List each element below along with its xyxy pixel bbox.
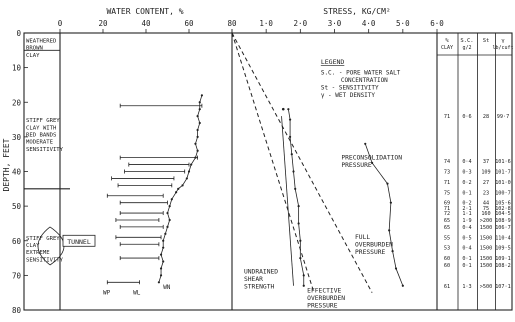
soil-label: SENSITIVITY <box>26 257 64 264</box>
table-cell: 109·5 <box>495 245 511 252</box>
soil-label: BROWN <box>26 45 43 52</box>
table-cell: 72 <box>443 211 451 218</box>
table-cell: 27 <box>482 179 490 186</box>
depth-tick-label: 70 <box>11 271 21 281</box>
water-content-tick-label: 60 <box>184 19 194 28</box>
stress-series-point <box>388 229 390 231</box>
table-header-unit: lb/cuft <box>492 45 514 51</box>
stress-series-point <box>289 118 291 120</box>
table-cell: 0·6 <box>462 114 472 121</box>
stress-ticks <box>232 19 444 33</box>
stress-tick-label: 6·0 <box>430 19 444 28</box>
soil-label: STIFF GREY <box>26 235 60 242</box>
soil-label: RED BANDS <box>26 132 57 139</box>
natural-water-content-point <box>194 143 196 145</box>
water-content-title: WATER CONTENT, % <box>106 7 184 16</box>
stress-series-point <box>390 202 392 204</box>
table-cell: 1500 <box>479 224 493 231</box>
depth-tick-label: 80 <box>11 306 21 315</box>
stress-series-point <box>386 183 388 185</box>
table-cell: 110·4 <box>495 235 511 242</box>
table-cell: >200 <box>479 217 493 224</box>
water-content-ticks <box>58 19 237 33</box>
full-overburden-label: FULL <box>355 234 371 242</box>
stress-title: STRESS, KG/CM² <box>323 7 391 16</box>
soil-label: SENSITIVITY <box>26 146 64 153</box>
legend-entry: γ - WET DENSITY <box>320 92 376 100</box>
undrained-shear-label: SHEAR <box>243 276 263 284</box>
table-header-unit: g/2 <box>462 45 472 51</box>
table-cell: 74 <box>443 159 451 166</box>
natural-water-content-point <box>190 163 192 165</box>
natural-water-content-point <box>188 170 190 172</box>
natural-water-content-point <box>158 281 160 283</box>
stress-series-point <box>303 285 305 287</box>
table-cell: 71 <box>443 179 451 186</box>
table-cell: 1500 <box>479 262 493 269</box>
stress-tick-label: 2·0 <box>293 19 308 28</box>
table-cell: 106·7 <box>495 224 511 231</box>
depth-ticks <box>12 29 28 315</box>
table-cell: 53 <box>443 245 451 252</box>
table-cell: 0·4 <box>462 159 472 166</box>
natural-water-content-point <box>197 115 199 117</box>
table-cell: 0·3 <box>462 169 472 176</box>
natural-water-content-point <box>166 212 168 214</box>
stress-series-point <box>364 143 366 145</box>
table-header: St <box>482 38 490 44</box>
water-content-tick-label: 20 <box>98 19 108 28</box>
stress-tick-label: 5·0 <box>396 19 410 28</box>
soil-label: MODERATE <box>26 139 53 146</box>
table-header: % <box>445 38 449 44</box>
natural-water-content-point <box>171 198 173 200</box>
undrained-shear-label: STRENGTH <box>243 283 275 291</box>
soil-label: CLAY WITH <box>26 125 57 132</box>
natural-water-content-point <box>160 267 162 269</box>
stress-series-point <box>291 153 293 155</box>
table-cell: 44 <box>482 200 490 207</box>
soil-label: STIFF GREY <box>26 118 60 125</box>
stress-series-point <box>292 170 294 172</box>
stress-series-point <box>299 257 301 259</box>
table-cell: 37 <box>482 159 490 166</box>
table-cell: 107·1 <box>495 283 511 290</box>
depth-tick-label: 0 <box>16 29 21 38</box>
natural-water-content-point <box>169 205 171 207</box>
table-cell: >500 <box>479 283 493 290</box>
stress-tick-label: 4·0 <box>361 19 376 28</box>
water-content-tick-label: 0 <box>57 19 63 28</box>
stress-tick-label: 3·0 <box>327 19 342 28</box>
stress-series-point <box>289 136 291 138</box>
water-content-tick-label: 80 <box>227 19 237 28</box>
depth-tick-label: 10 <box>11 63 21 73</box>
table-cell: 105·6 <box>495 200 511 207</box>
table-cell: 1·1 <box>462 211 472 218</box>
table-cell: 1500 <box>479 235 493 242</box>
table-cell: 55 <box>443 235 451 242</box>
table-cell: 65 <box>443 217 451 224</box>
natural-water-content-point <box>169 219 171 221</box>
stress-series-point <box>294 188 296 190</box>
table-cell: 108·2 <box>495 262 511 269</box>
table-cell: 23 <box>482 190 490 197</box>
full-overburden-label: PRESSURE <box>355 249 386 257</box>
effective-overburden-label: OVERBURDEN <box>307 295 346 303</box>
depth-tick-label: 20 <box>11 98 21 108</box>
natural-water-content-point <box>177 188 179 190</box>
table-cell: 2·1 <box>462 205 472 212</box>
natural-water-content-point <box>201 94 203 96</box>
table-cell: 109 <box>481 169 491 176</box>
stress-series-point <box>287 108 289 110</box>
natural-water-content-point <box>162 247 164 249</box>
stress-series-point <box>298 205 300 207</box>
depth-tick-label: 60 <box>11 236 21 246</box>
stress-tick-label: 1·0 <box>259 19 273 28</box>
shear-strength-band <box>282 116 294 286</box>
stress-series-point <box>303 274 305 276</box>
table-cell: 0·4 <box>462 245 472 252</box>
natural-water-content-point <box>199 108 201 110</box>
table-cell: 28 <box>482 114 490 121</box>
natural-water-content-point <box>186 177 188 179</box>
water-content-tick-label: 40 <box>141 19 151 28</box>
table-cell: 69 <box>443 200 451 207</box>
natural-water-content-point <box>160 274 162 276</box>
natural-water-content-point <box>199 122 201 124</box>
water-content-plot <box>103 94 203 296</box>
table-cell: 75 <box>443 190 451 197</box>
legend <box>321 58 401 99</box>
legend-entry: CONCENTRATION <box>340 77 388 85</box>
natural-water-content-point <box>197 150 199 152</box>
natural-water-content-point <box>160 254 162 256</box>
table-cell: 0·5 <box>462 235 472 242</box>
wn-annotation: WN <box>163 284 171 292</box>
natural-water-content-point <box>197 129 199 131</box>
table-header: γ <box>501 38 505 44</box>
soil-label: WEATHERED <box>26 38 57 45</box>
depth-tick-label: 40 <box>11 167 21 177</box>
tunnel-label: TUNNEL <box>67 237 91 246</box>
table-cell: 0·1 <box>462 262 472 269</box>
table-cell: 0·1 <box>462 256 472 263</box>
wl-annotation: WL <box>133 289 141 297</box>
legend-title: LEGEND <box>320 58 345 67</box>
effective-overburden-label: PRESSURE <box>307 302 338 310</box>
table-cell: 101·6 <box>495 159 511 166</box>
natural-water-content-point <box>175 191 177 193</box>
natural-water-content-point <box>162 240 164 242</box>
table-cell: 109·1 <box>495 256 511 263</box>
table-cell: 0·4 <box>462 224 472 231</box>
table-cell: 71 <box>443 114 451 121</box>
stress-series-point <box>298 222 300 224</box>
natural-water-content-point <box>164 233 166 235</box>
table-cell: 104·5 <box>495 211 511 218</box>
stress-series-point <box>299 240 301 242</box>
table-cell: 65 <box>443 224 451 231</box>
preconsolidation-label: PRECONSOLIDATION <box>341 154 403 162</box>
table-cell: 0·2 <box>462 200 472 207</box>
table-cell: 60 <box>443 256 451 263</box>
natural-water-content-point <box>194 157 196 159</box>
stress-series-line <box>288 109 303 286</box>
table-header: S.C. <box>460 38 474 44</box>
table-cell: 102·8 <box>495 205 511 212</box>
table-cell: 0·1 <box>462 190 472 197</box>
table-cell: 100·7 <box>495 190 511 197</box>
table-cell: 1·3 <box>462 283 472 290</box>
stress-series-point <box>395 267 397 269</box>
table-header-unit: CLAY <box>440 45 454 51</box>
table-cell: 1·9 <box>462 217 472 224</box>
table-cell: 1500 <box>479 245 493 252</box>
table-cell: 160 <box>481 211 491 218</box>
depth-axis-label: DEPTH, FEET <box>2 138 11 192</box>
table-cell: 73 <box>443 169 451 176</box>
natural-water-content-line <box>159 95 202 282</box>
table-cell: 60 <box>443 262 451 269</box>
table-cell: 71 <box>443 205 451 212</box>
table-cell: 101·0 <box>495 179 511 186</box>
natural-water-content-point <box>197 136 199 138</box>
natural-water-content-point <box>162 260 164 262</box>
full-overburden-label: OVERBURDEN <box>355 241 393 249</box>
preconsolidation-label: PRESSURE <box>341 161 372 169</box>
shear-strength-point <box>282 108 285 111</box>
stress-series-point <box>402 285 404 287</box>
effective-overburden-label: EFFECTIVE <box>307 287 342 295</box>
legend-entry: St - SENSITIVITY <box>320 84 379 92</box>
table-cell: 99·7 <box>496 114 510 121</box>
soil-label: CLAY <box>26 243 40 250</box>
table-cell: 101·7 <box>495 169 511 176</box>
depth-tick-label: 30 <box>11 132 21 142</box>
natural-water-content-point <box>199 101 201 103</box>
table-cell: 75 <box>482 205 490 212</box>
table-cell: 1500 <box>479 256 493 263</box>
natural-water-content-point <box>181 184 183 186</box>
natural-water-content-point <box>166 226 168 228</box>
table-cell: 0·2 <box>462 179 472 186</box>
legend-entry: S.C. - PORE WATER SALT <box>320 69 401 77</box>
table-cell: 61 <box>443 283 451 290</box>
undrained-shear-label: UNDRAINED <box>243 268 279 276</box>
wp-annotation: WP <box>103 289 111 297</box>
stress-series-point <box>391 250 393 252</box>
soil-label: CLAY <box>26 52 40 59</box>
depth-tick-label: 50 <box>11 202 21 212</box>
table-cell: 108·9 <box>495 217 511 224</box>
soil-label: EXTREME <box>26 250 50 257</box>
